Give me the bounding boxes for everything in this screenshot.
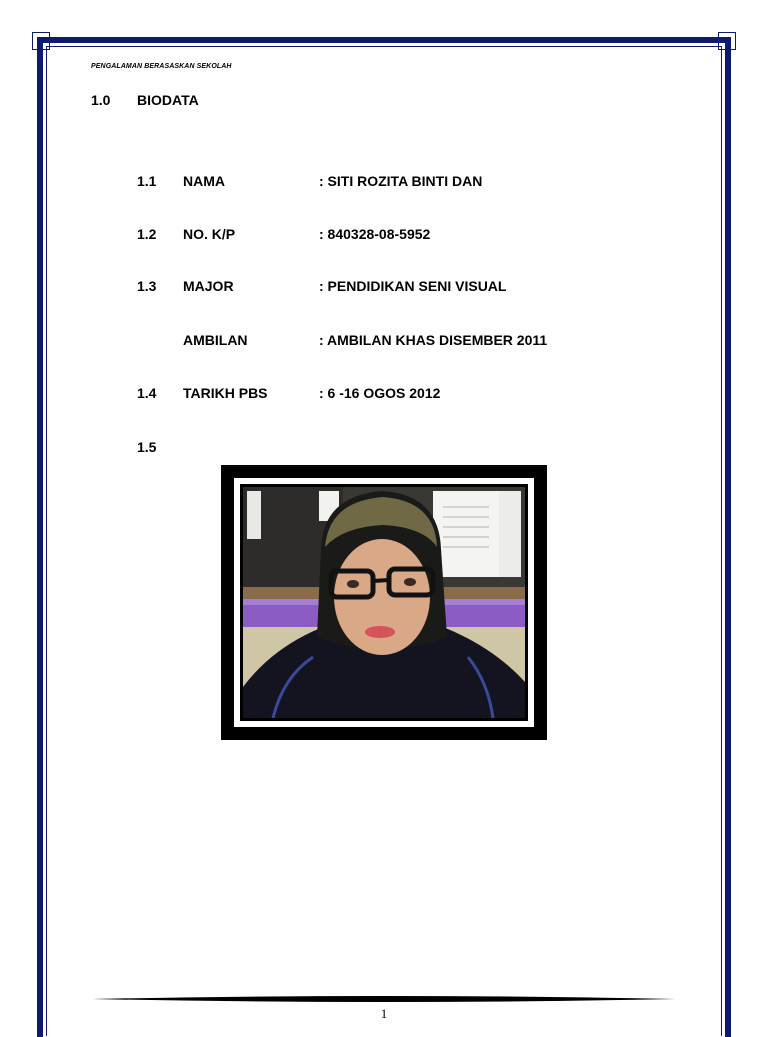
section-number: 1.0: [91, 92, 111, 108]
row-number: 1.2: [137, 226, 157, 242]
biodata-row-date: [0, 385, 768, 403]
row-value: : 840328-08-5952: [319, 226, 431, 242]
row-value: : 6 -16 OGOS 2012: [319, 385, 441, 401]
row-label: NO. K/P: [183, 226, 236, 242]
row-value: : PENDIDIKAN SENI VISUAL: [319, 278, 507, 294]
border-corner-ornament: [718, 32, 736, 50]
row-label: NAMA: [183, 173, 225, 189]
row-value: : SITI ROZITA BINTI DAN: [319, 173, 483, 189]
row-value: : AMBILAN KHAS DISEMBER 2011: [319, 332, 548, 348]
photo-frame: [221, 465, 547, 740]
portrait-image: [243, 487, 525, 718]
border-corner-ornament: [32, 32, 50, 50]
biodata-row-name: [0, 173, 768, 191]
biodata-row-major: [0, 278, 768, 296]
row-number: 1.1: [137, 173, 157, 189]
biodata-row-intake: [0, 332, 768, 350]
biodata-row-photo: [0, 439, 768, 457]
section-title: BIODATA: [137, 92, 199, 108]
row-number: 1.3: [137, 278, 157, 294]
row-number: 1.4: [137, 385, 157, 401]
photo-mat: [234, 478, 534, 727]
row-number: 1.5: [137, 439, 157, 455]
portrait-photo: [240, 484, 528, 721]
row-label: AMBILAN: [183, 332, 248, 348]
biodata-row-ic: [0, 226, 768, 244]
row-label: TARIKH PBS: [183, 385, 268, 401]
footer-rule: [92, 995, 676, 1003]
row-label: MAJOR: [183, 278, 234, 294]
running-header: PENGALAMAN BERASASKAN SEKOLAH: [91, 63, 232, 70]
page-number: 1: [380, 1006, 388, 1021]
